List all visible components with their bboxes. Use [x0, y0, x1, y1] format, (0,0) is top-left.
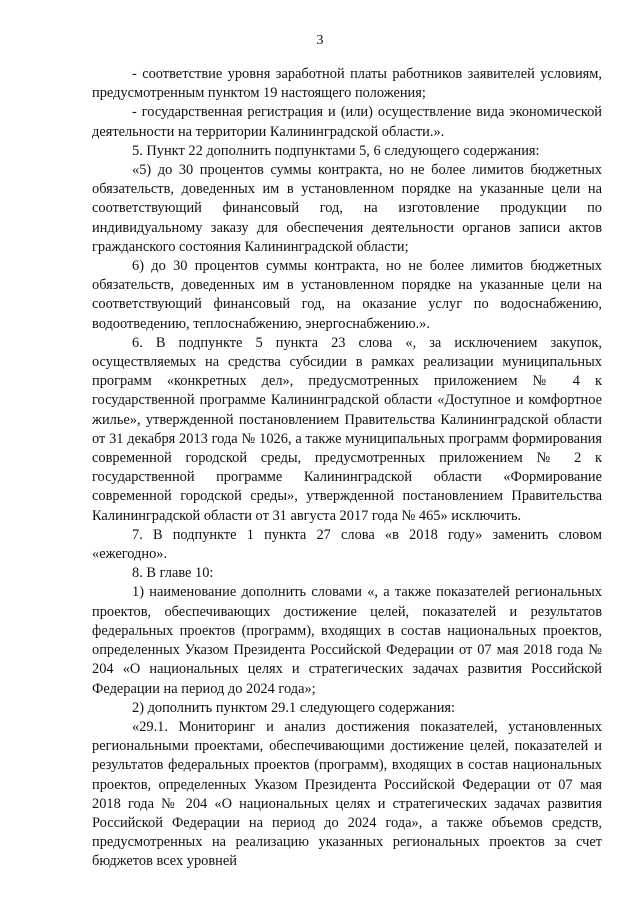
paragraph: 7. В подпункте 1 пункта 27 слова «в 2018 году» заменить словом «ежегодно». — [92, 526, 602, 563]
paragraph: 1) наименование дополнить словами «, а также показателей региональных проектов, обеспечивающих достижение целей, показателей и результатов федеральных проектов (программ), входящих в состав национальных проектов, определенных Указом Президента Российской Федерации от 07 мая 2018 года № 204 «О национальных целях и стратегических задачах развития Российской Федерации на период до 2024 года»; — [92, 584, 602, 697]
paragraph: 6) до 30 процентов суммы контракта, но не более лимитов бюджетных обязательств, доведенных им в установленном порядке на указанные цели на соответствующий финансовый год, на оказание услуг по водоснабжению, водоотведению, теплоснабжению, энергоснабжению.». — [92, 258, 602, 332]
paragraph: 5. Пункт 22 дополнить подпунктами 5, 6 следующего содержания: — [132, 142, 540, 159]
page-number: 3 — [316, 33, 324, 48]
paragraph: - соответствие уровня заработной платы работников заявителей условиям, предусмотренным пунктом 19 настоящего положения; — [92, 66, 602, 102]
paragraph: 8. В главе 10: — [132, 565, 214, 582]
paragraph: - государственная регистрация и (или) осуществление вида экономической деятельности на территории Калининградской области.». — [92, 104, 602, 140]
document-body — [92, 65, 602, 872]
paragraph: 2) дополнить пунктом 29.1 следующего содержания: — [132, 699, 456, 716]
paragraph: 6. В подпункте 5 пункта 23 слова «, за исключением закупок, осуществляемых на средства субсидии в рамках реализации муниципальных программ «конкретных дел», предусмотренных приложением № 4 к государственной программе Калининградской области «Доступное и комфортное жилье», утвержденной постановлением Правительства Калининградской области от 31 декабря 2013 года № 1026, а также муниципальных программ формирования современной городской среды, предусмотренных приложением № 2 к государственной программе Калининградской области «Формирование современной городской среды», утвержденной постановлением Правительства Калининградской области от 31 августа 2017 года № 465» исключить. — [92, 334, 602, 524]
paragraph: «29.1. Мониторинг и анализ достижения показателей, установленных региональными проектами, обеспечивающими достижение целей, показателей и результатов федеральных проектов (программ), входящих в состав национальных проектов, определенных Указом Президента Российской Федерации от 07 мая 2018 года № 204 «О национальных целях и стратегических задачах развития Российской Федерации на период до 2024 года», а также объемов средств, предусмотренных на реализацию указанных региональных проектов за счет бюджетов всех уровней — [92, 718, 602, 870]
paragraph: «5) до 30 процентов суммы контракта, но не более лимитов бюджетных обязательств, доведенных им в установленном порядке на указанные цели на соответствующий финансовый год, на изготовление продукции по индивидуальному заказу для обеспечения деятельности органов записи актов гражданского состояния Калининградской области; — [92, 162, 602, 255]
